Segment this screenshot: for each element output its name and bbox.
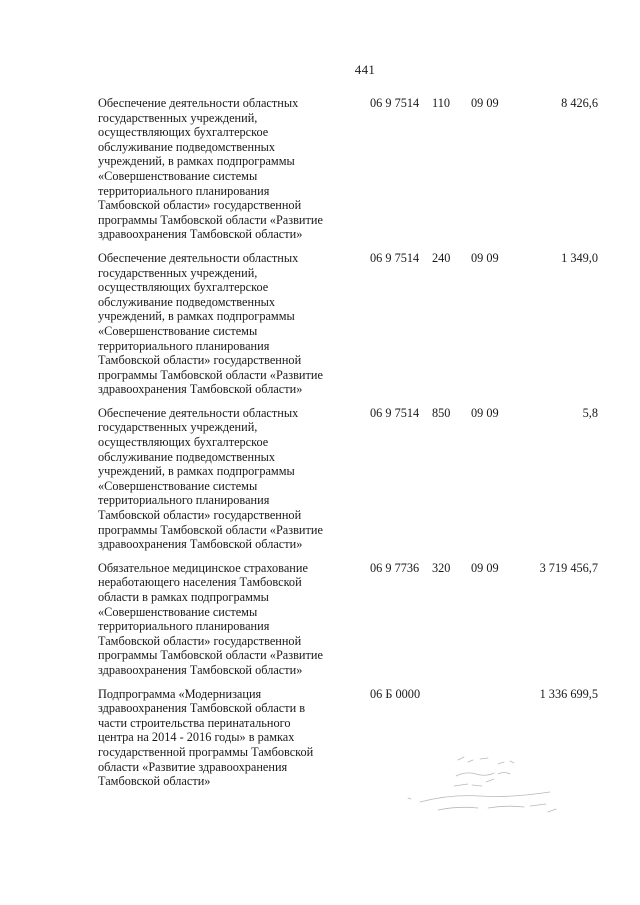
description-line: центра на 2014 - 2016 годы» в рамках — [98, 730, 295, 745]
description-line: осуществляющих бухгалтерское — [98, 125, 269, 140]
description-line: здравоохранения Тамбовской области в — [98, 701, 306, 716]
description-line: Обеспечение деятельности областных — [98, 405, 299, 420]
amount: 3 719 456,7 — [539, 560, 598, 575]
description-line: учреждений, в рамках подпрограммы — [98, 309, 295, 324]
expense-type-code: 850 — [432, 405, 451, 420]
section-code: 09 09 — [471, 560, 499, 575]
description-line: Обеспечение деятельности областных — [98, 96, 299, 110]
description-line: территориального планирования — [98, 619, 270, 634]
description-line: Тамбовской области» государственной — [98, 633, 302, 648]
target-article-code: 06 9 7736 — [370, 560, 420, 575]
description-line: области «Развитие здравоохранения — [98, 759, 288, 774]
amount: 1 349,0 — [561, 250, 598, 265]
description-line: части строительства перинатального — [98, 715, 291, 730]
target-article-code: 06 9 7514 — [370, 96, 420, 110]
table-row — [0, 406, 640, 552]
row-description — [98, 406, 360, 552]
description-line: здравоохранения Тамбовской области» — [98, 662, 303, 677]
amount: 1 336 699,5 — [539, 686, 598, 701]
description-line: государственных учреждений, — [98, 420, 258, 435]
description-line: здравоохранения Тамбовской области» — [98, 382, 303, 397]
description-line: «Совершенствование системы — [98, 478, 258, 493]
description-line: «Совершенствование системы — [98, 168, 258, 183]
description-line: Тамбовской области» — [98, 774, 211, 789]
description-line: здравоохранения Тамбовской области» — [98, 227, 303, 242]
description-line: территориального планирования — [98, 338, 270, 353]
description-line: Тамбовской области» государственной — [98, 508, 302, 523]
description-line: Подпрограмма «Модернизация — [98, 686, 262, 701]
description-line: неработающего населения Тамбовской — [98, 575, 302, 590]
description-line: учреждений, в рамках подпрограммы — [98, 154, 295, 169]
description-line: Обеспечение деятельности областных — [98, 250, 299, 265]
description-line: Тамбовской области» государственной — [98, 353, 302, 368]
description-line: «Совершенствование системы — [98, 604, 258, 619]
description-line: территориального планирования — [98, 493, 270, 508]
description-line: Тамбовской области» государственной — [98, 198, 302, 213]
description-line: программы Тамбовской области «Развитие — [98, 212, 323, 227]
description-line: государственных учреждений, — [98, 265, 258, 280]
target-article-code: 06 Б 0000 — [370, 686, 421, 701]
row-description — [98, 687, 360, 789]
description-line: «Совершенствование системы — [98, 323, 258, 338]
amount: 8 426,6 — [561, 96, 598, 110]
description-line: программы Тамбовской области «Развитие — [98, 522, 323, 537]
description-line: Обязательное медицинское страхование — [98, 560, 308, 575]
section-code: 09 09 — [471, 405, 499, 420]
row-description — [98, 561, 360, 678]
budget-table — [0, 96, 640, 798]
description-line: обслуживание подведомственных — [98, 449, 276, 464]
description-line: государственной программы Тамбовской — [98, 744, 314, 759]
description-line: программы Тамбовской области «Развитие — [98, 367, 323, 382]
table-row — [0, 251, 640, 397]
faded-stamp-mark — [398, 752, 568, 820]
expense-type-code: 110 — [432, 96, 450, 110]
description-line: осуществляющих бухгалтерское — [98, 435, 269, 450]
description-line: осуществляющих бухгалтерское — [98, 280, 269, 295]
table-row — [0, 561, 640, 678]
description-line: обслуживание подведомственных — [98, 294, 276, 309]
description-line: территориального планирования — [98, 183, 270, 198]
page-number: 441 — [354, 62, 376, 77]
expense-type-code: 240 — [432, 250, 451, 265]
description-line: государственных учреждений, — [98, 110, 258, 125]
target-article-code: 06 9 7514 — [370, 405, 420, 420]
description-line: здравоохранения Тамбовской области» — [98, 537, 303, 552]
description-line: области в рамках подпрограммы — [98, 590, 269, 604]
expense-type-code: 320 — [432, 560, 451, 575]
description-line: обслуживание подведомственных — [98, 139, 276, 154]
table-row — [0, 96, 640, 242]
row-description — [98, 96, 360, 242]
target-article-code: 06 9 7514 — [370, 250, 420, 265]
row-description — [98, 251, 360, 397]
section-code: 09 09 — [471, 250, 499, 265]
section-code: 09 09 — [471, 96, 499, 110]
amount: 5,8 — [582, 405, 598, 420]
description-line: программы Тамбовской области «Развитие — [98, 648, 323, 663]
description-line: учреждений, в рамках подпрограммы — [98, 464, 295, 479]
